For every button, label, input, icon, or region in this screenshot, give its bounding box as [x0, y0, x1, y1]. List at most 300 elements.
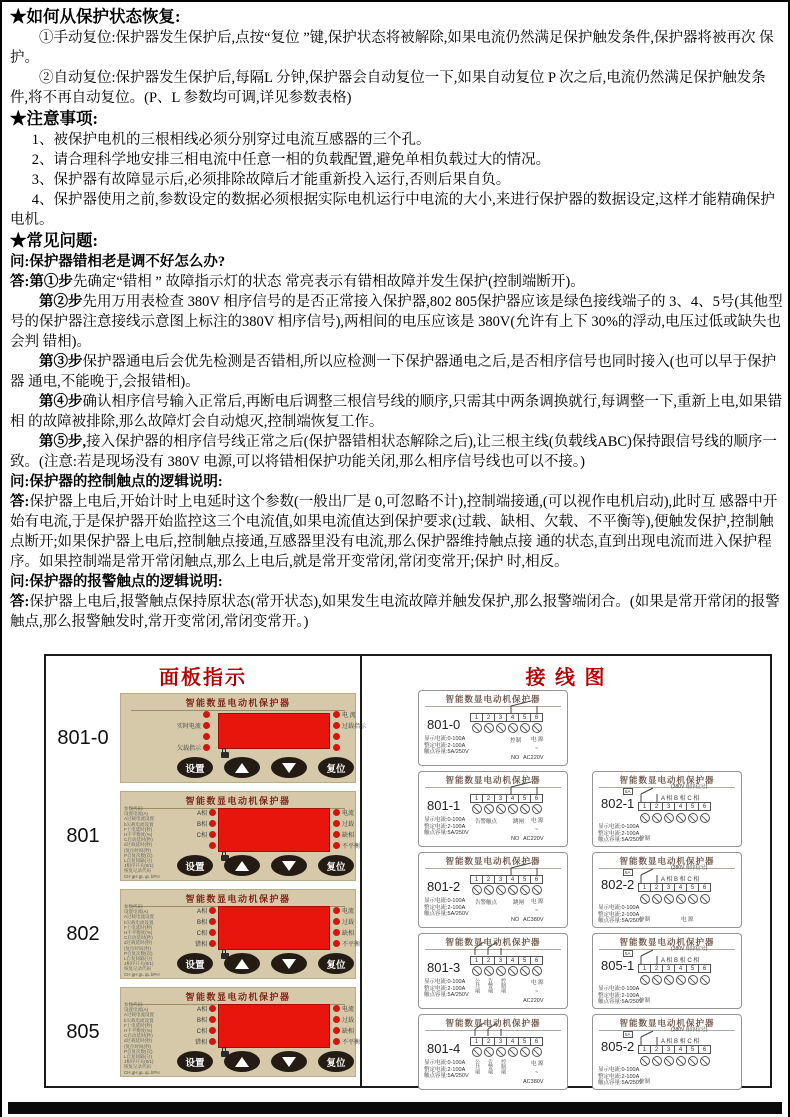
led-row — [331, 742, 372, 753]
doc-text-segment: 答: — [10, 594, 30, 610]
spec-lines — [424, 898, 469, 918]
terminal-cell: 2 — [482, 713, 495, 722]
terminal-cell: 1 — [470, 1037, 483, 1046]
device-panel-title: 智能数显电动机保护器 — [131, 694, 345, 711]
wiring-label: A 相 B 相 C 相 — [661, 1039, 700, 1045]
led-indicator-icon — [333, 918, 340, 925]
doc-paragraph — [10, 170, 786, 190]
terminal-cell: 5 — [686, 1045, 699, 1054]
spec-line: 显示电流:0-100A — [424, 979, 466, 985]
led-indicator-icon — [209, 929, 216, 936]
led-row — [331, 905, 372, 916]
doc-text-segment: 保护器上电后,报警触点保持原状态(常开状态),如果发生电流故障并触发保护,那么报警端闭合。(如果是常开常闭的报警触点,那么报警触发时,常开变常闭,常闭变常开。) — [10, 594, 780, 630]
spec-line: 触点容量:5A/250V — [424, 911, 469, 917]
button-row — [177, 953, 354, 974]
led-row — [165, 905, 218, 916]
led-column-left — [165, 807, 218, 851]
wiring-label: 公共端 — [474, 978, 480, 993]
terminal-cell: 3 — [494, 794, 507, 803]
doc-paragraph — [10, 292, 786, 352]
terminal-cell: 4 — [506, 794, 519, 803]
terminal-cell: 5 — [518, 713, 531, 722]
reset-button: 复位 — [318, 855, 354, 876]
doc-text-segment: ★如何从保护状态恢复: — [10, 7, 181, 26]
screw-icon — [664, 813, 674, 823]
set-button: 设置 — [177, 855, 213, 876]
wiring-label: 控制 — [639, 998, 651, 1004]
doc-text-segment: 2、请合理科学地安排三相电流中任意一相的负载配置,避免单相负载过大的情况。 — [31, 152, 551, 168]
screw-icon — [520, 723, 530, 733]
wiring-label: 控制端 — [500, 978, 506, 993]
param-line: P自复次数(次) — [124, 1048, 153, 1054]
led-row — [331, 916, 372, 927]
device-model-label: 805 — [66, 1020, 100, 1043]
led-indicator-icon — [203, 733, 210, 740]
screw-icon — [496, 885, 506, 895]
bottom-divider-bar — [8, 1102, 782, 1114]
terminal-cell: 4 — [506, 1037, 519, 1046]
down-arrow-icon — [282, 861, 296, 871]
screw-icon — [532, 804, 542, 814]
led-indicator-icon — [209, 918, 216, 925]
led-label: 过载 — [342, 822, 355, 828]
doc-text-segment: 先确定“错相 ” 故障指示灯的状态 常亮表示有错相故障并发生保护(控制端断开)。 — [72, 274, 585, 290]
doc-paragraph — [10, 432, 786, 472]
param-line: CH gH gL qL bPH — [124, 971, 160, 977]
terminal-cell: 5 — [686, 802, 699, 811]
screw-icon — [652, 1056, 662, 1066]
led-row — [331, 1003, 372, 1014]
param-line: P自复次数(次) — [124, 950, 153, 956]
digital-display — [218, 713, 330, 749]
wiring-label: 5A — [625, 870, 631, 875]
down-button — [271, 855, 307, 876]
terminal-cell: 1 — [470, 713, 483, 722]
wiring-card — [418, 690, 568, 766]
wiring-card-title: 智能数显电动机保护器 — [599, 1017, 735, 1031]
led-row — [331, 720, 372, 731]
led-row — [165, 807, 218, 818]
terminal-cell: 6 — [530, 794, 543, 803]
device-row — [46, 987, 360, 1077]
led-indicator-icon — [333, 1016, 340, 1023]
led-row — [331, 1014, 372, 1025]
led-indicator-icon — [209, 1038, 216, 1045]
screw-icon — [688, 813, 698, 823]
doc-heading — [10, 6, 786, 28]
spec-line: 触点容量:5A/250V — [598, 918, 643, 924]
led-label: 欠载指示 — [176, 746, 201, 752]
terminal-cell: 4 — [506, 875, 519, 884]
led-indicator-icon — [333, 907, 340, 914]
param-line: P自复次数(次) — [124, 852, 153, 858]
doc-text-segment: ②自动复位:保护器发生保护后,每隔L 分钟,保护器会自动复位一下,如果自动复位 P 次之后,电流仍然满足保护触发条 件,将不再自动复位。(P、L 参数均可调,详见参数表格) — [10, 70, 766, 106]
wiring-label: 5A — [625, 951, 631, 956]
led-indicator-icon — [333, 809, 340, 816]
led-indicator-icon — [333, 842, 340, 849]
led-indicator-icon — [333, 820, 340, 827]
param-line: F上电延时(秒) — [124, 826, 153, 832]
screw-icon — [532, 1047, 542, 1057]
spec-line: 整定电流:2-100A — [598, 830, 640, 837]
param-line: H不平衡度(%) — [124, 930, 153, 936]
wiring-card — [592, 852, 742, 928]
led-label: 过载指示 — [342, 724, 367, 730]
doc-paragraph — [10, 130, 786, 150]
param-line: (复位时间(秒) — [124, 945, 151, 951]
screw-icon — [472, 804, 482, 814]
wiring-card-model: 801-0 — [427, 717, 461, 732]
param-line: C启动延时(秒) — [124, 1033, 153, 1039]
doc-paragraph — [10, 68, 786, 108]
terminal-cell: 3 — [494, 875, 507, 884]
wiring-card — [418, 933, 568, 1009]
led-label: B相 — [196, 920, 207, 926]
led-label: B相 — [196, 1018, 207, 1024]
led-indicator-icon — [333, 1027, 340, 1034]
screw-icon — [520, 885, 530, 895]
param-line: J相序开关(0/1) — [124, 863, 154, 869]
terminal-cell: 2 — [650, 802, 663, 811]
spec-lines — [598, 1067, 643, 1087]
wiring-label: 告警端 — [487, 978, 493, 993]
led-row — [159, 731, 212, 742]
wiring-card-title: 智能数显电动机保护器 — [425, 693, 561, 707]
screw-icon — [664, 975, 674, 985]
param-line: L自复间隔(分) — [124, 858, 152, 864]
screw-icon — [532, 966, 542, 976]
spec-lines — [424, 979, 469, 999]
terminal-cell: 6 — [698, 964, 711, 973]
doc-answer — [10, 492, 786, 572]
device-panel-list — [46, 693, 367, 1077]
doc-text-segment: 先用万用表检查 380V 相序信号的是否正常接入保护器,802 805保护器应该是绿色接线端子的 3、4、5号(其他型号的保护器注意接线示意图上标注的380V 相序信号),两相间的电压应该是 380V(允许有上下 30%的浮动,电压过低或缺失也会判 错相)。 — [10, 294, 783, 350]
doc-paragraph — [10, 190, 786, 230]
relay-contact-icon — [637, 865, 661, 888]
terminal-cell: 1 — [470, 794, 483, 803]
device-row — [46, 693, 367, 783]
screw-icon — [640, 1056, 650, 1066]
led-column-right — [331, 807, 372, 851]
doc-heading — [10, 108, 786, 130]
wiring-label: A 相 B 相 C 相 — [661, 958, 700, 964]
wiring-diagram-title: 接 线 图 — [525, 667, 607, 689]
led-indicator-icon — [209, 1027, 216, 1034]
param-line: d过载延时(秒) — [124, 842, 152, 848]
terminal-cell: 2 — [482, 875, 495, 884]
wiring-label: 跳闸 — [513, 819, 525, 825]
terminal-cell: 2 — [650, 1045, 663, 1054]
led-row — [165, 1014, 218, 1025]
panel-indication-section — [46, 656, 367, 1086]
led-label: 缺相 — [342, 1029, 355, 1035]
terminal-cell: 4 — [674, 1045, 687, 1054]
terminal-cell: 1 — [638, 883, 651, 892]
wiring-label: 电 源 — [681, 917, 694, 923]
wiring-label: AC220V — [523, 755, 544, 761]
spec-line: 整定电流:2-100A — [424, 1066, 466, 1073]
doc-text-segment: 问:保护器的控制触点的逻辑说明: — [10, 474, 223, 490]
spec-line: 显示电流:0-100A — [424, 817, 466, 823]
relay-contact-icon — [637, 1027, 661, 1050]
led-row — [331, 840, 372, 851]
wiring-label: ~ — [535, 989, 539, 995]
down-arrow-icon — [282, 1057, 296, 1067]
led-row — [165, 938, 218, 949]
doc-text-segment: 接入保护器的相序信号线正常之后(保护器错相状态解除之后),让三根主线(负载线ABC)保持跟信号线的顺序一 致。(注意:若是现场没有 380V 电源,可以将错相保护功能关闭,那么相序信号线也可以不接。) — [10, 434, 777, 470]
device-panel-image — [120, 889, 361, 979]
led-row — [331, 1025, 372, 1036]
led-row — [165, 1025, 218, 1036]
terminal-cell: 4 — [674, 802, 687, 811]
wiring-label: A 相 B 相 C 相 — [661, 877, 700, 883]
led-row — [165, 916, 218, 927]
spec-line: 整定电流:2-100A — [424, 985, 466, 992]
screw-icon — [640, 975, 650, 985]
led-row — [331, 927, 372, 938]
doc-text-segment: 1、被保护电机的三根相线必须分别穿过电流互感器的三个孔。 — [31, 132, 431, 148]
wiring-label: 控制 — [510, 738, 522, 744]
screw-icon — [688, 975, 698, 985]
led-indicator-icon — [209, 842, 216, 849]
led-row — [165, 840, 218, 851]
device-model-label: 801 — [66, 824, 100, 847]
relay-contact-icon — [637, 946, 661, 969]
screw-icon — [508, 885, 518, 895]
spec-line: 显示电流:0-100A — [598, 986, 640, 992]
terminal-cell: 1 — [638, 802, 651, 811]
wiring-row — [418, 771, 770, 847]
relay-contact-icon — [507, 861, 539, 880]
wiring-card-grid — [362, 690, 770, 1090]
terminal-cell: 5 — [518, 794, 531, 803]
param-line: A过载电流设置 — [124, 816, 155, 822]
param-line: 设置电流(A) — [124, 811, 148, 817]
spec-line: 触点容量:5A/250V — [424, 830, 469, 836]
wiring-label: 5A — [625, 789, 631, 794]
param-line: b欠载电流设置 — [124, 821, 154, 827]
screw-strip — [471, 804, 543, 814]
param-line: A过载电流设置 — [124, 914, 155, 920]
terminal-cell: 3 — [494, 713, 507, 722]
led-label: 错相 — [194, 942, 207, 948]
spec-line: 显示电流:0-100A — [598, 824, 640, 830]
wiring-label: 电 源 — [531, 1061, 544, 1067]
screw-icon — [520, 804, 530, 814]
led-label: A相 — [196, 1007, 207, 1013]
device-panel-image — [120, 791, 361, 881]
led-row — [331, 829, 372, 840]
screw-icon — [652, 894, 662, 904]
led-label: 缺相 — [342, 833, 355, 839]
led-row — [331, 731, 372, 742]
led-column-right — [331, 709, 372, 753]
doc-paragraph — [10, 150, 786, 170]
button-row — [177, 757, 354, 778]
led-label: 不平衡 — [342, 942, 361, 948]
doc-text-segment: 保护器上电后,开始计时上电延时这个参数(一般出厂是 0,可忽略不计),控制端接通,(可以视作电机启动),此时互 感器中开始有电流,于是保护器开始监控这三个电流值,如果电流值达到保护要求(过载、缺相、欠载、不平衡等),便触发保护,控制触点断开;如果保护器上电后,控制触点接通,互感器里没有电流,那么保护器维持触点接 通的状态,直到出现电流而进入保护程序。如果控制端是常开常闭触点,那么上电后,就是常开变常闭,常闭变常开;保护 时,相反。 — [10, 494, 778, 570]
param-line: 恢复记录代码 — [124, 1064, 151, 1070]
wiring-label: NO — [511, 836, 520, 842]
led-row — [165, 927, 218, 938]
wiring-card-title: 智能数显电动机保护器 — [599, 855, 735, 869]
spec-line: 整定电流:2-100A — [424, 742, 466, 749]
spec-line: 整定电流:2-100A — [424, 823, 466, 830]
led-label: 电流 — [342, 909, 355, 915]
spec-line: 触点容量:5A/250V — [598, 837, 643, 843]
wiring-card-model: 805-1 — [601, 958, 635, 973]
terminal-cell: 6 — [530, 875, 543, 884]
spec-lines — [598, 824, 643, 844]
wiring-label: AC380V — [523, 917, 544, 923]
terminal-cell: 6 — [530, 1037, 543, 1046]
spec-line: 显示电流:0-100A — [424, 736, 466, 742]
wiring-label: NO — [511, 755, 520, 761]
screw-icon — [496, 1047, 506, 1057]
wiring-label: 电 源 — [531, 899, 544, 905]
wiring-label: AC220V — [523, 998, 544, 1004]
led-label: 电 流 — [342, 713, 356, 719]
wiring-card-model: 801-1 — [427, 798, 461, 813]
screw-icon — [676, 1056, 686, 1066]
param-line: d过载延时(秒) — [124, 940, 152, 946]
led-indicator-icon — [203, 711, 210, 718]
terminal-cell: 2 — [650, 964, 663, 973]
terminal-cell: 4 — [674, 964, 687, 973]
screw-icon — [472, 1047, 482, 1057]
doc-text-segment: 4、保护器使用之前,参数设定的数据必须根据实际电机运行中电流的大小,来进行保护器的数据设定,这样才能精确保护电机。 — [10, 192, 775, 228]
led-row — [159, 709, 212, 720]
up-arrow-icon — [235, 763, 249, 773]
wiring-label: 告警触点 — [475, 900, 498, 906]
led-label: C相 — [196, 833, 207, 839]
led-label: 过载 — [342, 1018, 355, 1024]
doc-paragraph — [10, 352, 786, 392]
led-indicator-icon — [209, 1005, 216, 1012]
relay-contact-icon — [469, 939, 509, 960]
screw-icon — [688, 894, 698, 904]
doc-text-segment: ★注意事项: — [10, 109, 98, 128]
terminal-cell: 5 — [518, 875, 531, 884]
spec-line: 触点容量:5A/250V — [598, 999, 643, 1005]
wiring-label: (380V 相序信号) — [671, 946, 708, 952]
wiring-card — [592, 771, 742, 847]
up-button — [224, 953, 260, 974]
wiring-card-title: 智能数显电动机保护器 — [425, 774, 561, 788]
terminal-cell: 1 — [470, 875, 483, 884]
led-row — [331, 709, 372, 720]
screw-icon — [700, 1056, 710, 1066]
wiring-label: ~ — [535, 827, 539, 833]
terminal-cell: 2 — [650, 883, 663, 892]
terminal-cell: 6 — [698, 802, 711, 811]
param-line: 参数代码: — [124, 1002, 144, 1007]
wiring-label: 5A — [625, 1032, 631, 1037]
terminal-cell: 2 — [482, 794, 495, 803]
led-indicator-icon — [333, 711, 340, 718]
screw-icon — [496, 804, 506, 814]
product-figure-box — [44, 654, 772, 1088]
button-row — [177, 1051, 354, 1072]
terminal-cell: 5 — [518, 1037, 531, 1046]
device-params-list — [124, 904, 168, 977]
terminal-cell: 3 — [662, 1045, 675, 1054]
panel-indication-title: 面板指示 — [159, 667, 247, 689]
screw-icon — [484, 966, 494, 976]
reset-button: 复位 — [318, 1051, 354, 1072]
terminal-cell: 5 — [686, 883, 699, 892]
spec-lines — [424, 736, 469, 756]
spec-lines — [598, 986, 643, 1006]
led-row — [159, 720, 212, 731]
up-arrow-icon — [235, 959, 249, 969]
wiring-card-title: 智能数显电动机保护器 — [425, 855, 561, 869]
down-arrow-icon — [282, 763, 296, 773]
instruction-text-block — [10, 6, 786, 652]
relay-contact-icon — [507, 699, 539, 718]
down-button — [271, 953, 307, 974]
led-column-right — [331, 905, 372, 949]
led-column-left — [165, 905, 218, 949]
led-indicator-icon — [333, 744, 340, 751]
wiring-row — [418, 1014, 770, 1090]
terminal-cell: 3 — [494, 1037, 507, 1046]
up-arrow-icon — [235, 1057, 249, 1067]
screw-icon — [508, 804, 518, 814]
led-label: C相 — [196, 1029, 207, 1035]
led-indicator-icon — [209, 940, 216, 947]
set-button: 设置 — [177, 757, 213, 778]
wiring-card-title: 智能数显电动机保护器 — [599, 936, 735, 950]
led-indicator-icon — [333, 1005, 340, 1012]
wiring-card-model: 801-2 — [427, 879, 461, 894]
wiring-label: (380V 相序信号) — [671, 784, 708, 790]
led-label: 过载 — [342, 920, 355, 926]
device-panel-title: 智能数显电动机保护器 — [131, 988, 345, 1005]
led-label: 不平衡 — [342, 844, 361, 850]
up-button — [224, 855, 260, 876]
screw-icon — [496, 723, 506, 733]
param-line: d过载延时(秒) — [124, 1038, 152, 1044]
screw-icon — [640, 813, 650, 823]
screw-icon — [484, 804, 494, 814]
set-button: 设置 — [177, 1051, 213, 1072]
digital-display — [218, 906, 330, 950]
led-indicator-icon — [333, 831, 340, 838]
wiring-label: 告警触点 — [475, 819, 498, 825]
terminal-cell: 1 — [470, 956, 483, 965]
led-indicator-icon — [209, 831, 216, 838]
led-indicator-icon — [209, 820, 216, 827]
spec-line: 触点容量:5A/250V — [424, 1073, 469, 1079]
doc-text-segment: 第②步 — [39, 294, 83, 310]
screw-strip — [639, 894, 711, 904]
screw-icon — [520, 1047, 530, 1057]
param-line: F上电延时(秒) — [124, 1022, 153, 1028]
terminal-cell: 6 — [530, 713, 543, 722]
wiring-label: 控制 — [639, 1079, 651, 1085]
device-panel-title: 智能数显电动机保护器 — [131, 890, 345, 907]
down-arrow-icon — [282, 959, 296, 969]
doc-text-segment: 保护器通电后会优先检测是否错相,所以应检测一下保护器通电之后,是否相序信号也同时接入(也可以早于保护器 通电,不能晚于,会报错相)。 — [10, 354, 777, 390]
led-label: C相 — [196, 931, 207, 937]
spec-line: 整定电流:2-100A — [598, 1073, 640, 1080]
screw-icon — [472, 723, 482, 733]
led-row — [165, 829, 218, 840]
param-line: J相序开关(0/1) — [124, 961, 154, 967]
doc-text-segment: 答: — [10, 274, 30, 290]
screw-icon — [676, 975, 686, 985]
